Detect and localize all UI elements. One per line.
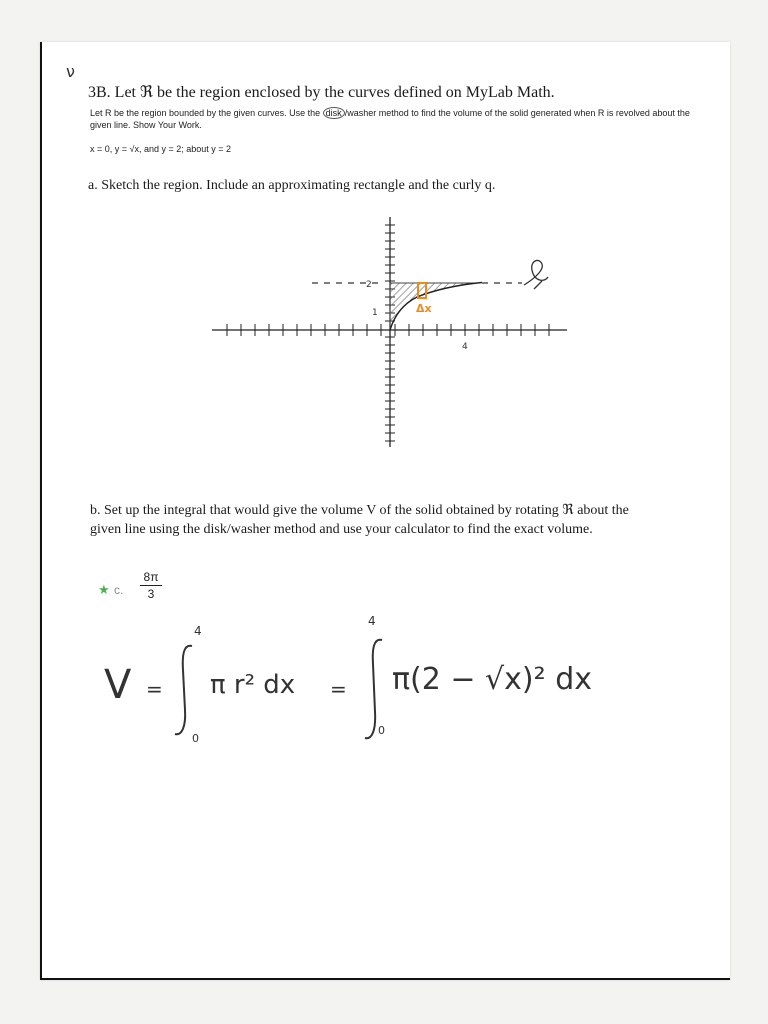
- instructions-line-1: [90, 108, 690, 118]
- lower-limit-1: 0: [192, 732, 199, 745]
- answer-denominator: 3: [147, 587, 155, 601]
- lower-limit-2: 0: [378, 724, 385, 737]
- integral-sign-1: [170, 640, 200, 740]
- region-sketch: [192, 207, 582, 452]
- part-b-prompt-line-2: given line using the disk/washer method and use your calculator to find the exact volume.: [90, 522, 593, 537]
- problem-heading: [88, 82, 555, 102]
- problem-label: 3B.: [88, 84, 111, 101]
- problem-number-mark: ν: [66, 62, 75, 81]
- instructions-text: Let R be the region bounded by the given curves. Use the: [90, 108, 321, 118]
- part-c-label: c.: [114, 583, 124, 597]
- axis-ticks: [227, 225, 549, 441]
- equals-sign-1: =: [146, 677, 163, 701]
- part-c-answer: [140, 570, 162, 601]
- instructions-line-2: given line. Show Your Work.: [90, 120, 202, 130]
- circled-disk-word: disk: [323, 107, 345, 119]
- instructions-text-cont: /washer method to find the volume of the solid generated when R is revolved about the: [344, 108, 690, 118]
- part-b-prompt-line-1: b. Set up the integral that would give the volume V of the solid obtained by rotating ℜ about the: [90, 503, 629, 518]
- star-icon: ★: [98, 582, 110, 597]
- delta-x-label: Δx: [416, 302, 432, 315]
- integral-sign-2: [360, 634, 390, 744]
- part-a-prompt: a. Sketch the region. Include an approximating rectangle and the curly q.: [88, 178, 496, 193]
- curves-definition: x = 0, y = √x, and y = 2; about y = 2: [90, 144, 232, 154]
- tick-label-y-1: 1: [372, 308, 378, 318]
- curly-q-arrow: [524, 260, 548, 289]
- worksheet-page: [40, 42, 730, 980]
- volume-symbol: V: [104, 662, 132, 708]
- integrand-1: π r² dx: [210, 670, 296, 700]
- upper-limit-2: 4: [368, 614, 376, 628]
- tick-label-y-2: 2: [366, 280, 372, 290]
- upper-limit-1: 4: [194, 624, 202, 638]
- problem-title: Let ℜ be the region enclosed by the curves defined on MyLab Math.: [114, 84, 555, 101]
- answer-numerator: 8π: [140, 570, 162, 586]
- integrand-2: π(2 − √x)² dx: [392, 662, 592, 697]
- equals-sign-2: =: [330, 677, 347, 701]
- tick-label-x-4: 4: [462, 342, 468, 352]
